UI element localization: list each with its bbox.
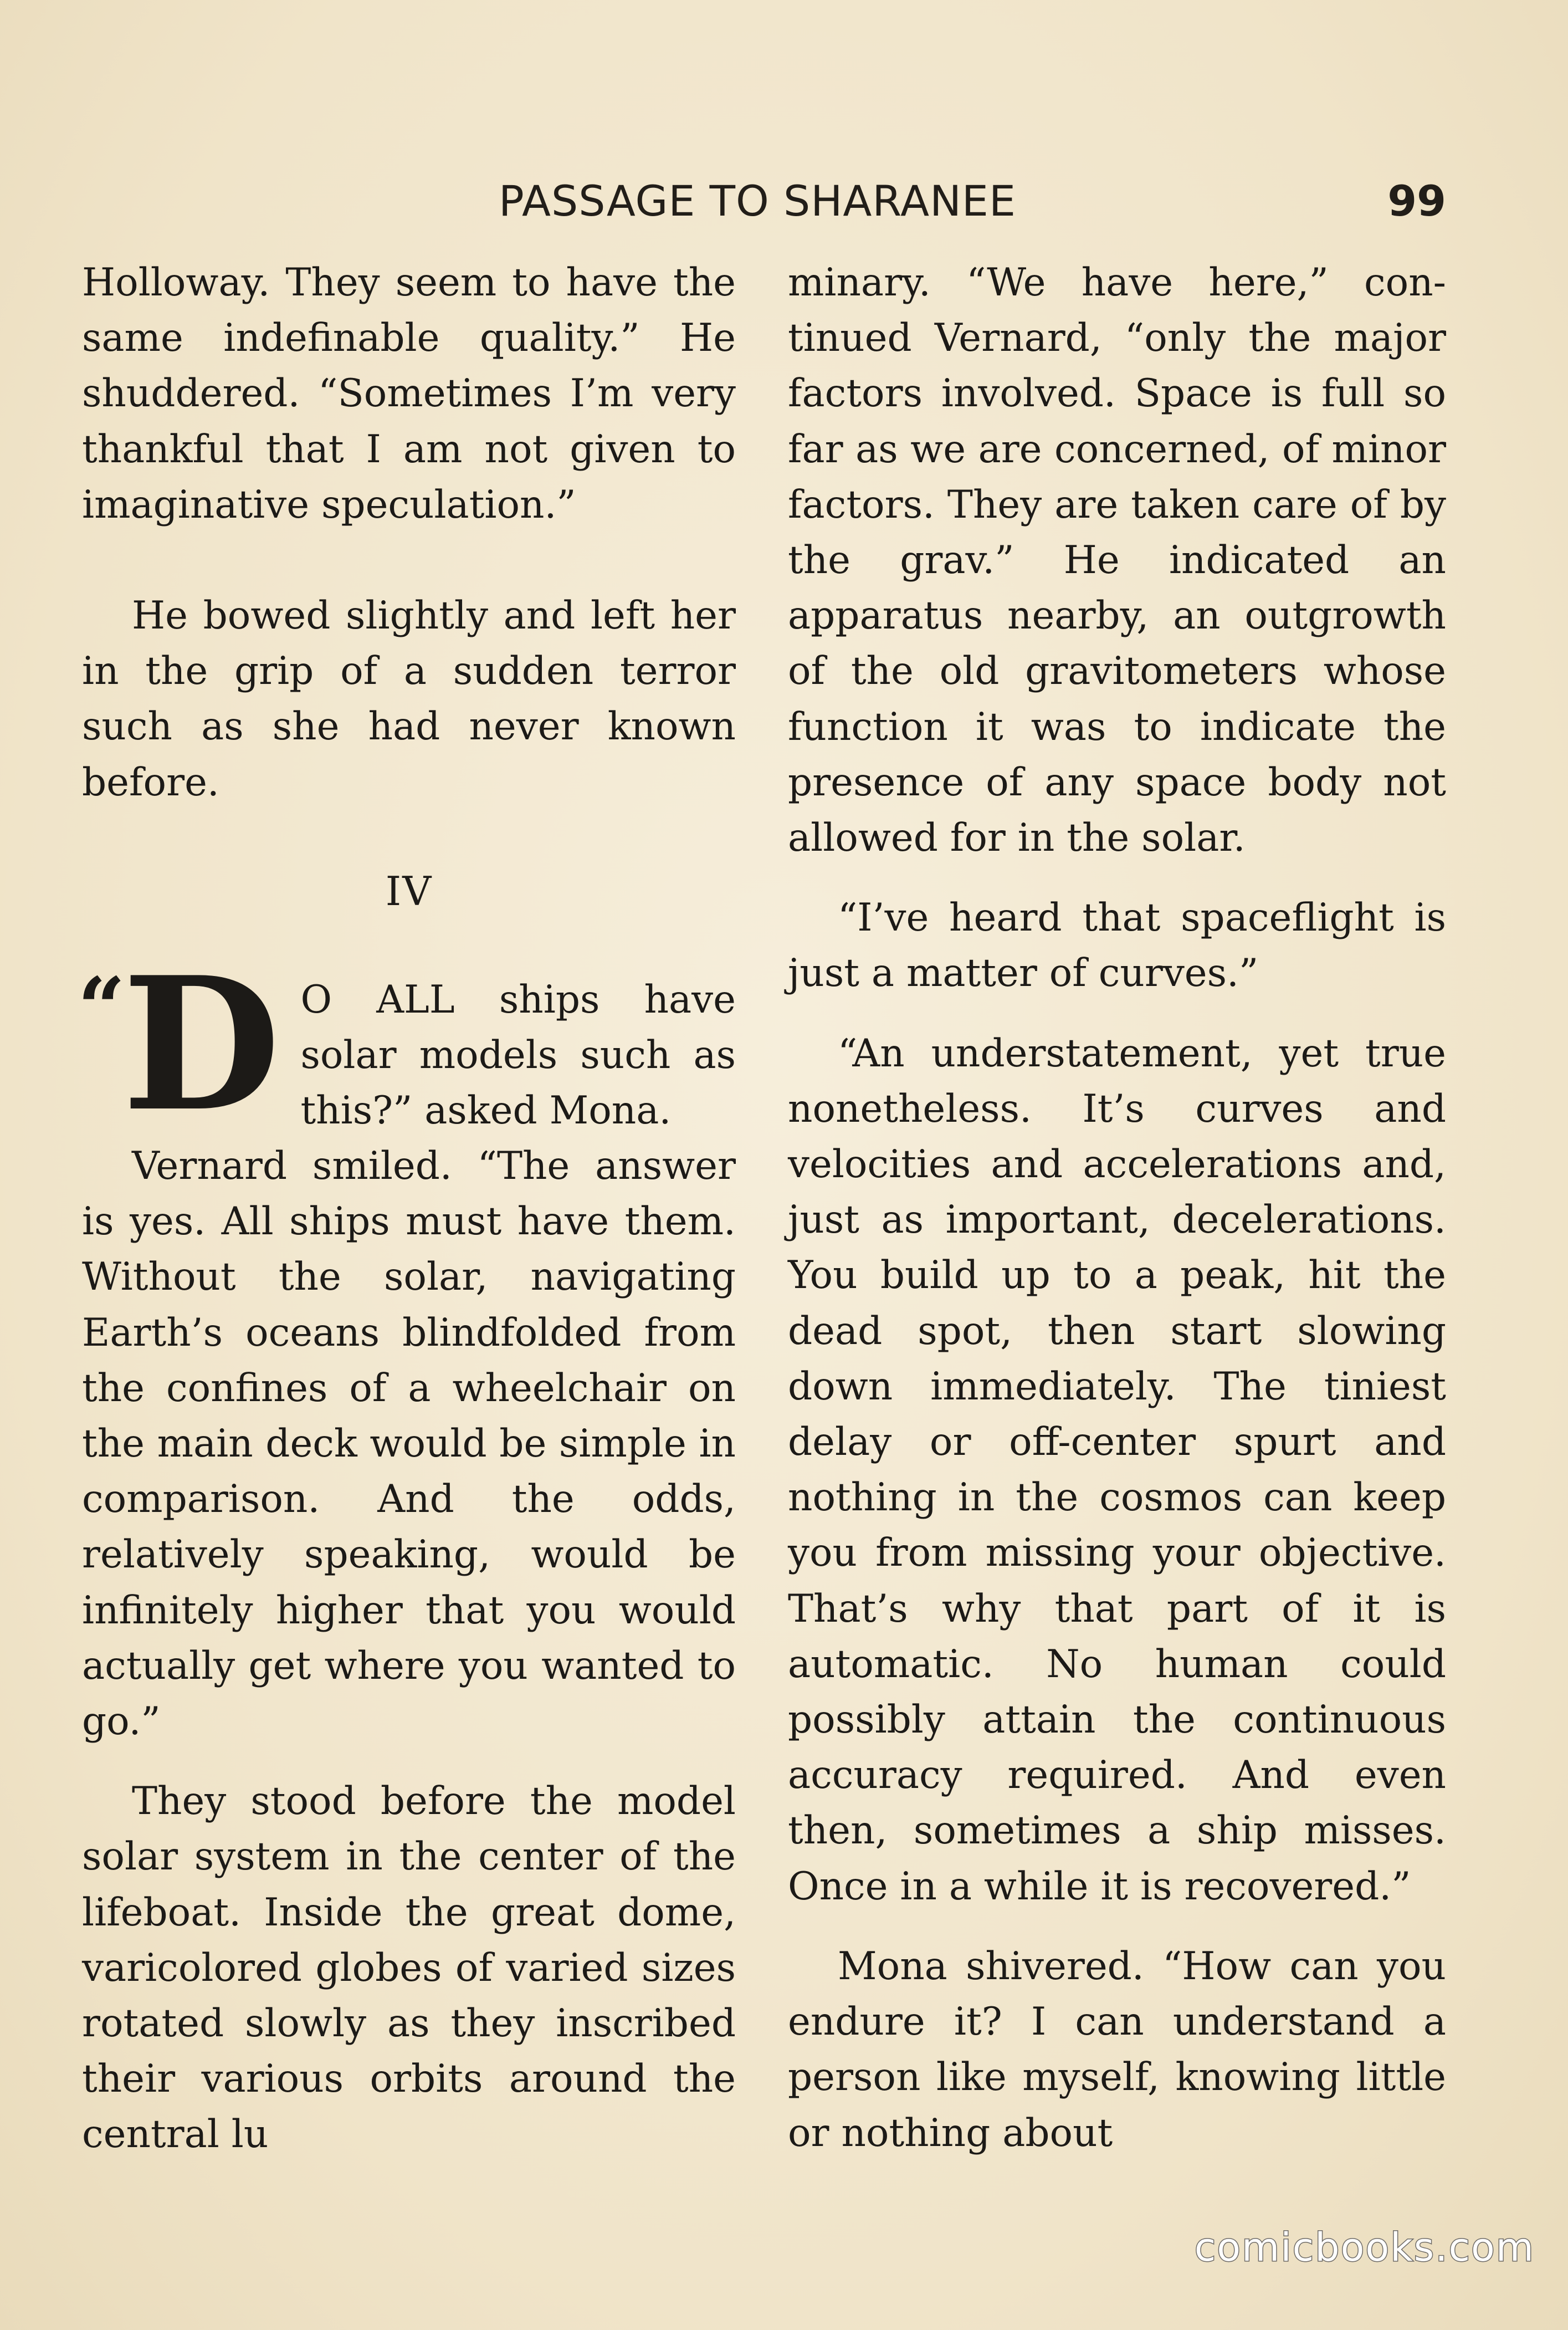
dropcap-quote: “ — [78, 959, 126, 1057]
paragraph-text: O ALL ships have solar models such as this?” asked Mona. — [300, 978, 736, 1133]
paragraph: Vernard smiled. “The answer is yes. All ships must have them. Without the solar, navigating Earth’s oceans blindfolded from the confines of a wheelchair on the main deck would be simple in comparison. And the odds, relatively speaking, would be infinitely higher that you would actually get where you wanted to go.” — [82, 1144, 736, 1744]
page-number: 99 — [1387, 176, 1446, 226]
paragraph: “I’ve heard that spaceflight is just a matter of curves.” — [788, 896, 1446, 996]
paragraph: “An understatement, yet true nonetheless. It’s curves and velocities and accelerations and, just as important, decelerations. You build up to a peak, hit the dead spot, then start slowing down immediately. The tiniest delay or off-center spurt and nothing in the cosmos can keep you from missing your objective. That’s why that part of it is automatic. No human could possibly attain the continuous accuracy required. And even then, sometimes a ship misses. Once in a while it is recovered.” — [788, 1031, 1446, 1909]
paragraph: minary. “We have here,” continued Vernard, “only the major factors involved. Space is full so far as we are concerned, of minor factors. They are taken care of by the grav.” He indicated an apparatus nearby, an outgrowth of the old gravitometers whose function it was to indicate the presence of any space body not allowed for in the solar. — [788, 260, 1446, 861]
dropcap-paragraph — [78, 937, 736, 1152]
running-title: PASSAGE TO SHARANEE — [499, 176, 1016, 226]
section-number: IV — [385, 867, 433, 914]
right-column — [788, 255, 1446, 2161]
watermark: comicbooks.com — [1194, 2225, 1535, 2270]
page-header — [83, 176, 1446, 232]
left-column — [78, 255, 736, 2163]
paragraph: Holloway. They seem to have the same indefinable quality.” He shuddered. “Sometimes I’m very thankful that I am not given to imaginative speculation.” — [82, 260, 736, 527]
paragraph: He bowed slightly and left her in the grip of a sudden terror such as she had never known before. — [82, 594, 736, 805]
paragraph: They stood before the model solar system in the center of the lifeboat. Inside the great dome, varicolored globes of varied sizes rotated slowly as they inscribed their various orbits around the central lu — [82, 1779, 736, 2157]
dropcap-letter: D — [122, 937, 281, 1152]
paragraph: Mona shivered. “How can you endure it? I can understand a person like myself, knowing little or nothing about — [788, 1944, 1446, 2155]
